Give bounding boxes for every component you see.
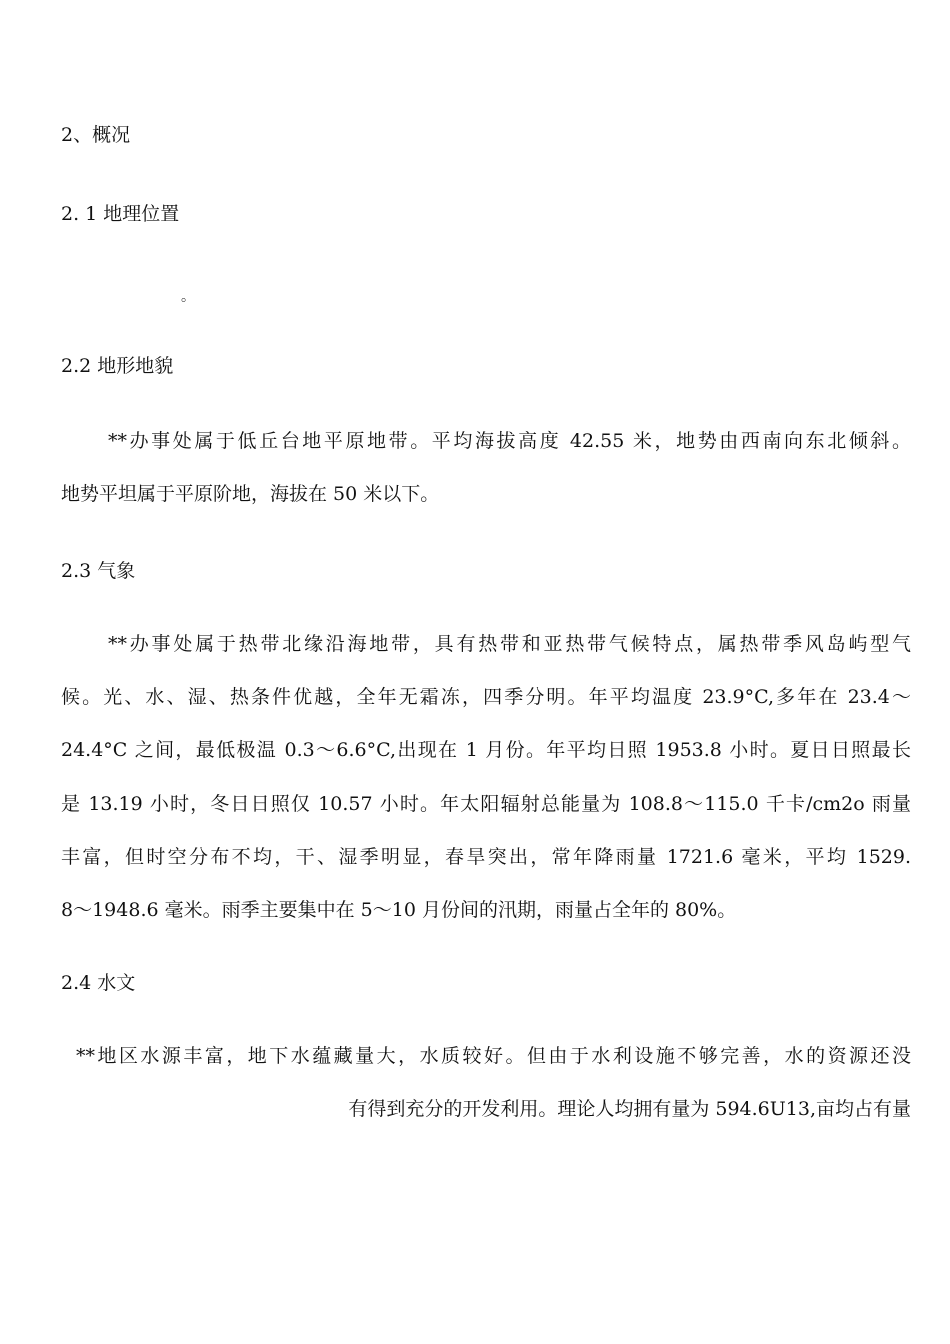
climate-paragraph-line: 候。光、水、湿、热条件优越，全年无霜冻，四季分明。年平均温度 23.9°C,多年在 23.4〜: [61, 686, 911, 708]
climate-paragraph-line: **办事处属于热带北缘沿海地带，具有热带和亚热带气候特点，属热带季风岛屿型气: [108, 633, 911, 655]
terrain-paragraph-line: **办事处属于低丘台地平原地带。平均海拔高度 42.55 米，地势由西南向东北倾斜。: [108, 430, 911, 452]
stray-punctuation-mark: 。: [181, 289, 195, 305]
section-heading-climate: 2.3 气象: [61, 560, 136, 582]
climate-paragraph-line: 丰富，但时空分布不均，干、湿季明显，春旱突出，常年降雨量 1721.6 毫米，平均 1529.: [61, 846, 911, 868]
section-heading-hydrology: 2.4 水文: [61, 972, 136, 994]
hydrology-paragraph-line: 有得到充分的开发利用。理论人均拥有量为 594.6U13,亩均占有量: [348, 1098, 911, 1120]
section-heading-overview: 2、概况: [61, 124, 131, 146]
climate-paragraph-line: 24.4°C 之间，最低极温 0.3〜6.6°C,出现在 1 月份。年平均日照 1953.8 小时。夏日日照最长: [61, 739, 911, 761]
climate-paragraph-line: 8〜1948.6 毫米。雨季主要集中在 5〜10 月份间的汛期，雨量占全年的 80%。: [61, 899, 737, 921]
section-heading-geo-location: 2. 1 地理位置: [61, 203, 180, 225]
hydrology-paragraph-line: **地区水源丰富，地下水蕴藏量大，水质较好。但由于水利设施不够完善，水的资源还没: [76, 1045, 911, 1067]
terrain-paragraph-line: 地势平坦属于平原阶地，海拔在 50 米以下。: [61, 483, 440, 505]
climate-paragraph-line: 是 13.19 小时，冬日日照仅 10.57 小时。年太阳辐射总能量为 108.8〜115.0 千卡/cm2o 雨量: [61, 793, 911, 815]
section-heading-terrain: 2.2 地形地貌: [61, 355, 174, 377]
